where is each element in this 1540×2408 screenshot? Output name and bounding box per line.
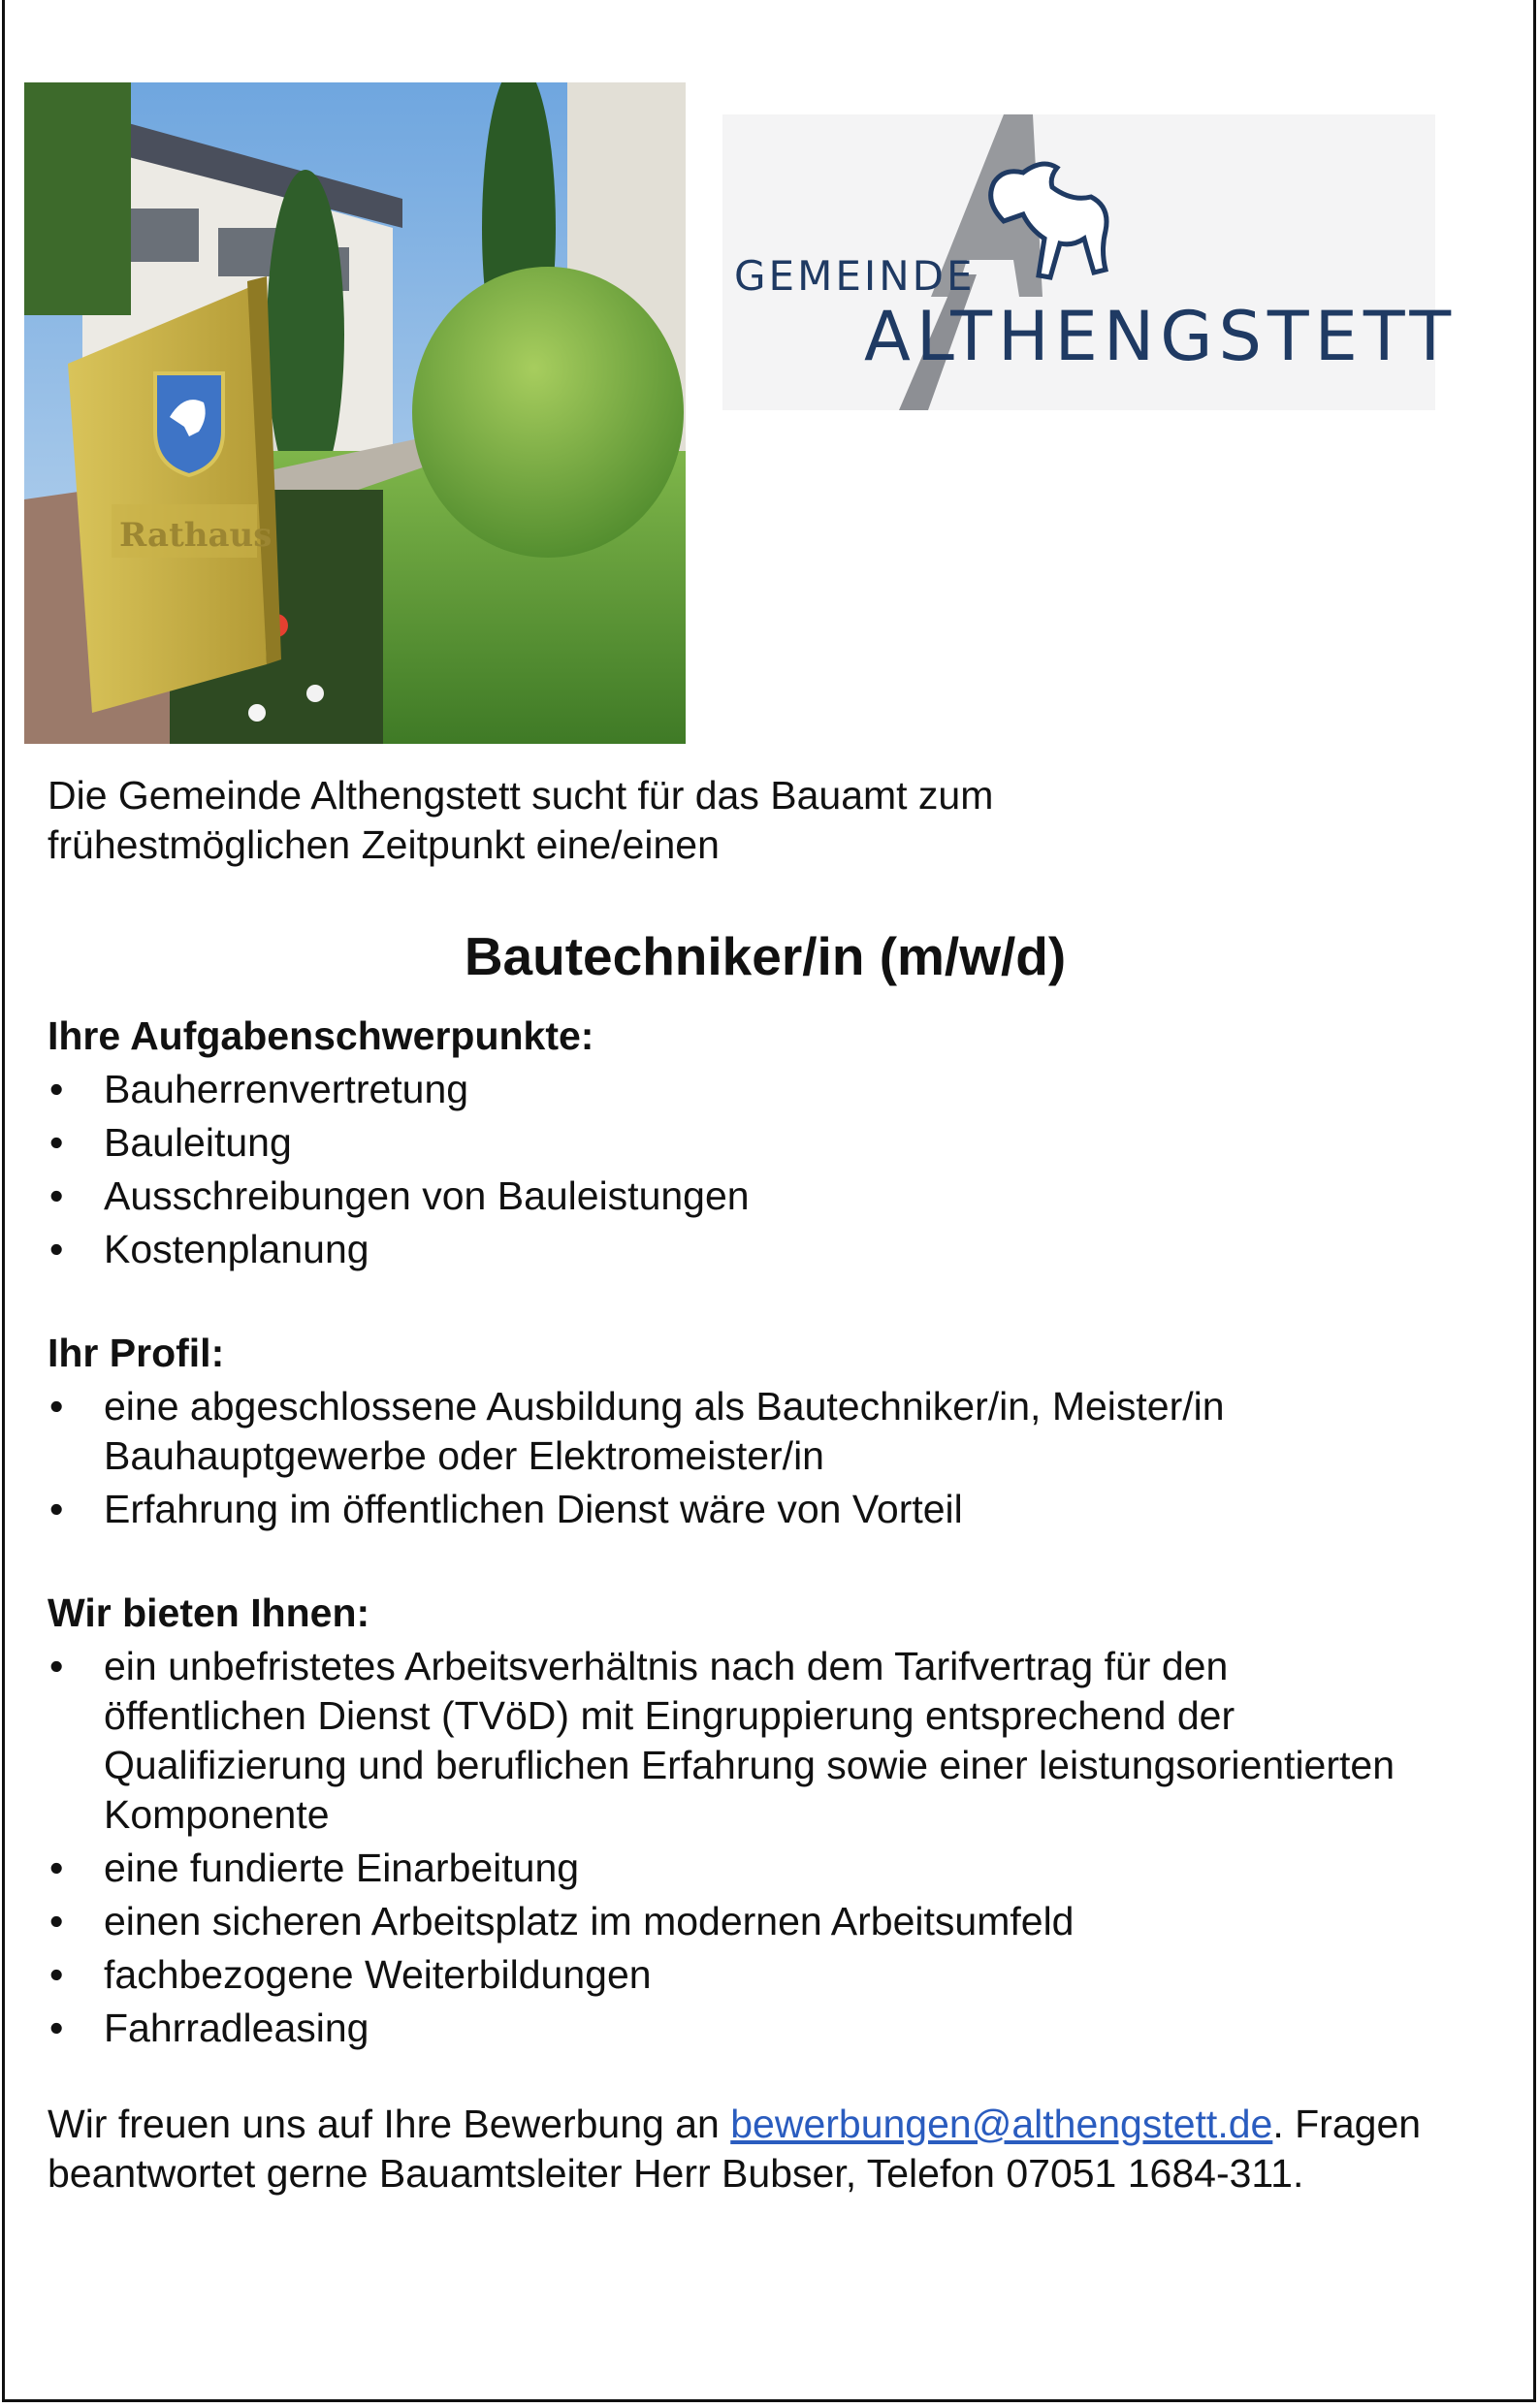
closing-paragraph xyxy=(48,2100,1483,2199)
job-ad-content xyxy=(48,771,1483,2199)
list-item: • Kostenplanung xyxy=(48,1225,1483,1274)
intro-line-1: Die Gemeinde Althengstett sucht für das Bauamt zum xyxy=(48,773,994,818)
tasks-list xyxy=(48,1065,1483,1274)
list-item: • eine abgeschlossene Ausbildung als Bautechniker/in, Meister/in Bauhauptgewerbe oder Elektromeister/in xyxy=(48,1382,1483,1481)
offer-list xyxy=(48,1642,1483,2053)
horse-icon xyxy=(991,164,1107,277)
list-item: • fachbezogene Weiterbildungen xyxy=(48,1950,1483,2000)
offer-heading: Wir bieten Ihnen: xyxy=(48,1590,370,1635)
job-title: Bautechniker/in (m/w/d) xyxy=(464,926,1067,986)
logo-line-althengstett: ALTHENGSTETT xyxy=(864,297,1458,376)
tasks-heading: Ihre Aufgabenschwerpunkte: xyxy=(48,1013,594,1058)
list-item: • Bauleitung xyxy=(48,1118,1483,1168)
list-item: • eine fundierte Einarbeitung xyxy=(48,1844,1483,1893)
list-item: • Erfahrung im öffentlichen Dienst wäre von Vorteil xyxy=(48,1485,1483,1534)
gemeinde-logo xyxy=(722,114,1458,410)
profile-list xyxy=(48,1382,1483,1534)
list-item: • Ausschreibungen von Bauleistungen xyxy=(48,1172,1483,1221)
list-item: • Fahrradleasing xyxy=(48,2004,1483,2053)
rathaus-sign-text: Rathaus xyxy=(119,516,273,555)
closing-text: Wir freuen uns auf Ihre Bewerbung an xyxy=(48,2102,731,2146)
list-item: • einen sicheren Arbeitsplatz im modernen Arbeitsumfeld xyxy=(48,1897,1483,1946)
closing-period: . xyxy=(1272,2102,1284,2146)
town-hall-photo xyxy=(24,82,686,744)
list-item: • Bauherrenvertretung xyxy=(48,1065,1483,1114)
list-item: • ein unbefristetes Arbeitsverhältnis nach dem Tarifvertrag für den öffentlichen Dienst (TVöD) mit Eingruppierung entsprechend der Qualifizierung und beruflichen Erfahrung sowie einer leistungsorientierten Komponente xyxy=(48,1642,1483,1840)
contact-text: Fragen beantwortet gerne Bauamtsleiter Herr Bubser, Telefon 07051 1684-311. xyxy=(48,2102,1422,2196)
logo-line-gemeinde: GEMEINDE xyxy=(734,252,976,300)
intro-line-2: frühestmöglichen Zeitpunkt eine/einen xyxy=(48,822,720,867)
profile-heading: Ihr Profil: xyxy=(48,1331,225,1375)
email-link[interactable]: bewerbungen@althengstett.de xyxy=(730,2102,1273,2146)
